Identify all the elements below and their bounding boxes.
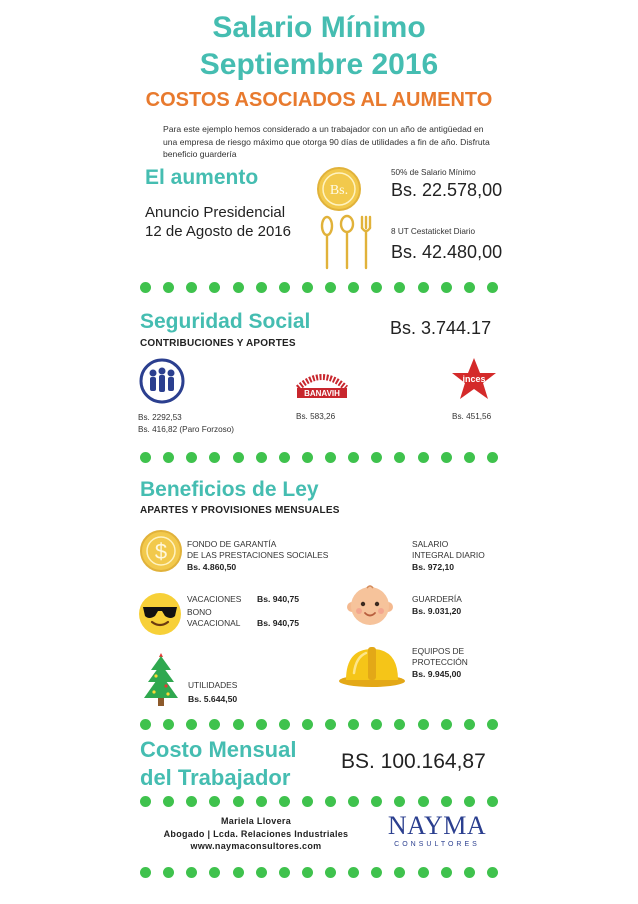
divider-dot: [371, 867, 382, 878]
divider-dot: [279, 282, 290, 293]
divider-dot: [487, 796, 498, 807]
divider-dot: [441, 719, 452, 730]
divider-dot: [441, 282, 452, 293]
seguridad-total: Bs. 3.744.17: [390, 318, 492, 338]
dot-divider-3: [140, 718, 498, 730]
divider-dot: [140, 452, 151, 463]
utilidades-value: Bs. 5.644,50: [188, 694, 238, 704]
fondo-value: Bs. 4.860,50: [187, 562, 237, 572]
divider-dot: [348, 282, 359, 293]
ivss-paro-value: Bs. 416,82 (Paro Forzoso): [138, 425, 235, 434]
divider-dot: [279, 867, 290, 878]
divider-dot: [348, 719, 359, 730]
page-title-line2: Septiembre 2016: [199, 48, 439, 81]
divider-dot: [186, 452, 197, 463]
divider-dot: [325, 867, 336, 878]
divider-dot: [394, 282, 405, 293]
salario-integral-label: [412, 539, 485, 561]
divider-dot: [394, 719, 405, 730]
divider-dot: [256, 796, 267, 807]
salario-label-line2: INTEGRAL DIARIO: [412, 550, 485, 560]
divider-dot: [418, 282, 429, 293]
equipos-label-line2: PROTECCIÓN: [412, 657, 468, 667]
divider-dot: [140, 719, 151, 730]
divider-dot: [163, 796, 174, 807]
cestaticket-label: 8 UT Cestaticket Diario: [391, 227, 476, 236]
divider-dot: [279, 719, 290, 730]
divider-dot: [209, 282, 220, 293]
divider-dot: [302, 867, 313, 878]
inces-logo-text: inces: [462, 374, 486, 384]
divider-dot: [256, 719, 267, 730]
announcement: [145, 203, 291, 241]
footer-role: Abogado | Lcda. Relaciones Industriales: [163, 828, 349, 839]
costo-heading-line2: del Trabajador: [140, 765, 291, 790]
divider-dot: [487, 452, 498, 463]
footer-name: Mariela Llovera: [220, 816, 292, 826]
divider-dot: [487, 867, 498, 878]
divider-dot: [186, 796, 197, 807]
guarderia-value: Bs. 9.031,20: [412, 606, 462, 616]
dot-divider-4: [140, 795, 498, 807]
divider-dot: [163, 452, 174, 463]
intro-text: Para este ejemplo hemos considerado a un trabajador con un año de antigüedad en una empresa de riesgo máximo que otorga 90 días de utilidades a fin de año. Disfruta beneficio guardería: [163, 124, 490, 160]
divider-dot: [140, 282, 151, 293]
aumento-heading: El aumento: [145, 166, 259, 189]
divider-dot: [163, 867, 174, 878]
divider-dot: [233, 282, 244, 293]
beneficios-heading: Beneficios de Ley: [140, 478, 319, 501]
divider-dot: [441, 867, 452, 878]
announcement-line1: Anuncio Presidencial: [145, 204, 286, 221]
nayma-logo-sub: CONSULTORES: [394, 841, 480, 848]
divider-dot: [325, 282, 336, 293]
salario-label-line1: SALARIO: [412, 539, 449, 549]
divider-dot: [233, 867, 244, 878]
divider-dot: [487, 282, 498, 293]
divider-dot: [302, 282, 313, 293]
inces-logo: [450, 356, 498, 402]
divider-dot: [325, 452, 336, 463]
divider-dot: [186, 867, 197, 878]
inces-value: Bs. 451,56: [452, 412, 492, 421]
divider-dot: [209, 867, 220, 878]
nayma-logo: [386, 812, 488, 850]
divider-dot: [348, 796, 359, 807]
vacaciones-value: Bs. 940,75: [257, 594, 300, 604]
divider-dot: [279, 452, 290, 463]
fondo-label-line1: FONDO DE GARANTÍA: [187, 539, 277, 549]
sunglasses-emoji-icon: [138, 592, 182, 636]
divider-dot: [186, 719, 197, 730]
ivss-value: Bs. 2292,53: [138, 413, 182, 422]
divider-dot: [233, 796, 244, 807]
divider-dot: [348, 867, 359, 878]
dot-divider-1: [140, 281, 498, 293]
divider-dot: [371, 282, 382, 293]
divider-dot: [371, 452, 382, 463]
salary-label: 50% de Salario Mínimo: [391, 168, 476, 177]
guarderia-label: GUARDERÍA: [412, 594, 462, 604]
divider-dot: [209, 452, 220, 463]
equipos-value: Bs. 9.945,00: [412, 669, 462, 679]
seguridad-subheading: CONTRIBUCIONES Y APORTES: [140, 338, 296, 349]
costo-heading: [140, 736, 296, 792]
divider-dot: [418, 867, 429, 878]
divider-dot: [464, 282, 475, 293]
seguridad-heading: Seguridad Social: [140, 310, 311, 333]
divider-dot: [348, 452, 359, 463]
salary-value: Bs. 22.578,00: [391, 180, 503, 200]
divider-dot: [441, 796, 452, 807]
divider-dot: [140, 867, 151, 878]
banavih-logo: [294, 366, 350, 400]
divider-dot: [464, 796, 475, 807]
divider-dot: [441, 452, 452, 463]
divider-dot: [394, 796, 405, 807]
divider-dot: [209, 719, 220, 730]
coin-icon: [316, 166, 362, 212]
cestaticket-value: Bs. 42.480,00: [391, 242, 503, 262]
divider-dot: [394, 452, 405, 463]
page-subtitle: COSTOS ASOCIADOS AL AUMENTO: [145, 89, 493, 111]
equipos-label-line1: EQUIPOS DE: [412, 646, 465, 656]
page-title-line1: Salario Mínimo: [212, 11, 426, 44]
ivss-values: [138, 412, 234, 436]
divider-dot: [140, 796, 151, 807]
costo-total: BS. 100.164,87: [341, 750, 486, 773]
baby-face-icon: [347, 582, 393, 628]
fondo-label: [187, 539, 328, 561]
footer-contact: [140, 815, 372, 853]
divider-dot: [464, 867, 475, 878]
divider-dot: [418, 452, 429, 463]
divider-dot: [209, 796, 220, 807]
equipos-label: [412, 646, 468, 668]
salario-integral-value: Bs. 972,10: [412, 562, 455, 572]
divider-dot: [163, 719, 174, 730]
hard-hat-icon: [338, 643, 406, 689]
divider-dot: [418, 719, 429, 730]
announcement-line2: 12 de Agosto de 2016: [145, 223, 291, 240]
divider-dot: [256, 867, 267, 878]
divider-dot: [325, 796, 336, 807]
divider-dot: [233, 452, 244, 463]
cutlery-icon: [318, 214, 380, 270]
divider-dot: [464, 452, 475, 463]
vacaciones-label: VACACIONES: [187, 594, 242, 604]
divider-dot: [487, 719, 498, 730]
divider-dot: [302, 719, 313, 730]
nayma-logo-main: NAYMA: [387, 811, 487, 840]
footer-website: www.naymaconsultores.com: [190, 841, 322, 851]
banavih-value: Bs. 583,26: [296, 412, 336, 421]
divider-dot: [256, 282, 267, 293]
divider-dot: [418, 796, 429, 807]
divider-dot: [371, 719, 382, 730]
divider-dot: [279, 796, 290, 807]
divider-dot: [302, 452, 313, 463]
fondo-label-line2: DE LAS PRESTACIONES SOCIALES: [187, 550, 329, 560]
utilidades-label: UTILIDADES: [188, 680, 238, 690]
divider-dot: [186, 282, 197, 293]
banavih-logo-text: BANAVIH: [304, 389, 340, 398]
divider-dot: [233, 719, 244, 730]
divider-dot: [256, 452, 267, 463]
bono-label: [187, 607, 240, 629]
beneficios-subheading: APARTES Y PROVISIONES MENSUALES: [140, 505, 340, 516]
divider-dot: [394, 867, 405, 878]
ivss-logo: [139, 358, 185, 404]
christmas-tree-icon: [142, 652, 180, 708]
bono-label-line2: VACACIONAL: [187, 618, 241, 628]
costo-heading-line1: Costo Mensual: [140, 737, 297, 762]
bono-value: Bs. 940,75: [257, 618, 300, 628]
divider-dot: [302, 796, 313, 807]
dot-divider-2: [140, 451, 498, 463]
coin-text: Bs.: [329, 183, 349, 198]
svg-text:$: $: [154, 539, 168, 564]
divider-dot: [464, 719, 475, 730]
divider-dot: [325, 719, 336, 730]
bono-label-line1: BONO: [187, 607, 212, 617]
dollar-coin-icon: [140, 530, 182, 572]
divider-dot: [163, 282, 174, 293]
dot-divider-5: [140, 866, 498, 878]
divider-dot: [371, 796, 382, 807]
